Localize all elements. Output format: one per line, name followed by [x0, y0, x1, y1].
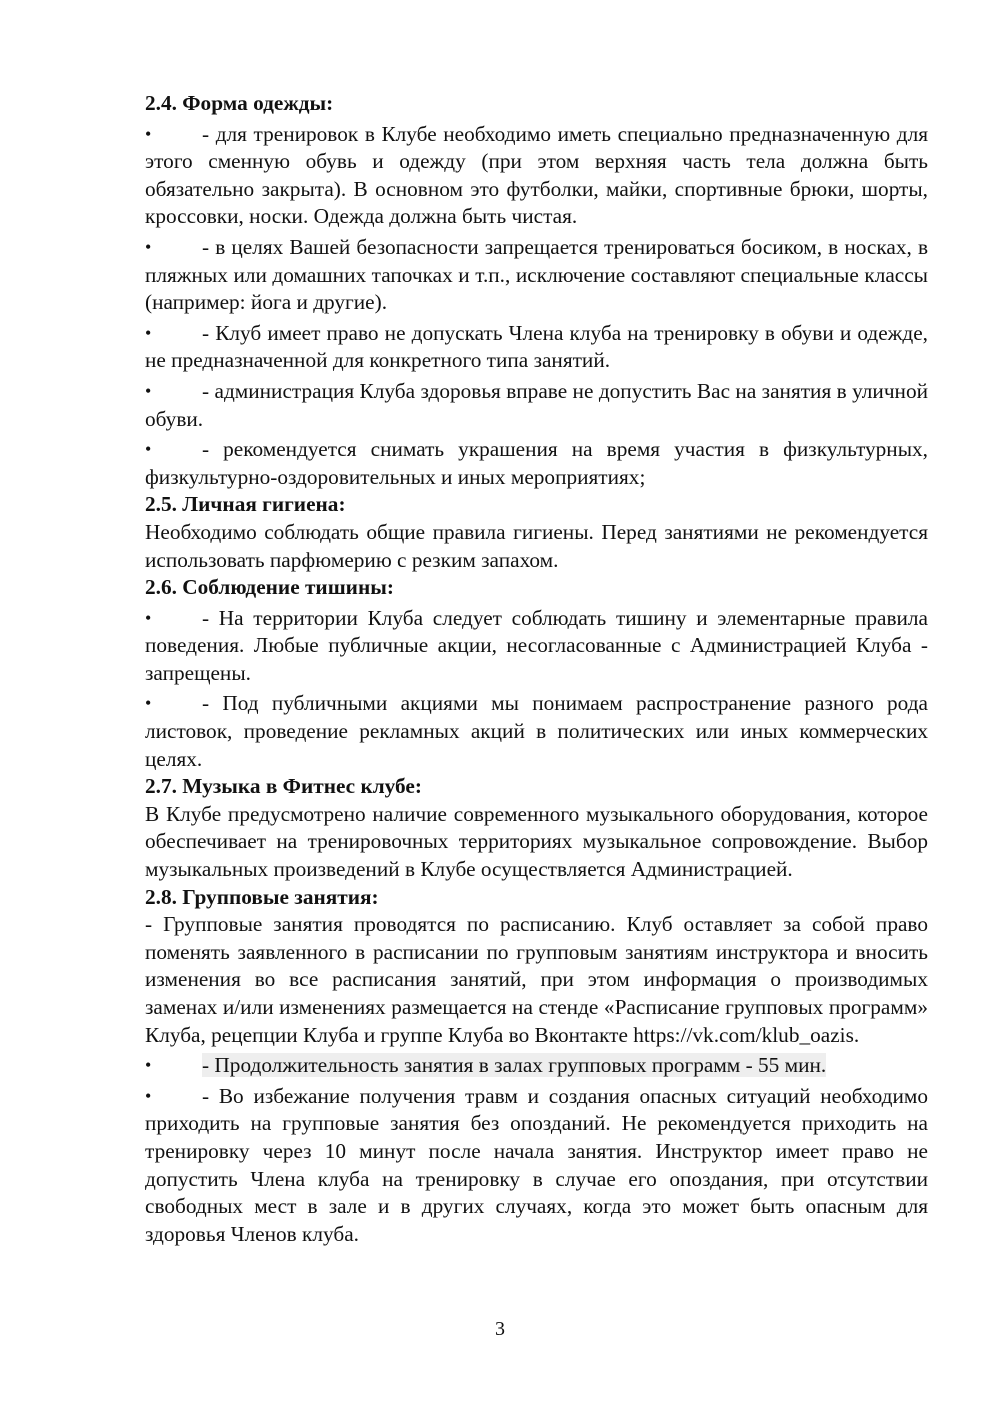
bullet-icon: •: [145, 322, 152, 343]
section: [145, 491, 928, 574]
bullet-icon: •: [145, 380, 152, 401]
bullet-item: [145, 690, 928, 773]
section: [145, 773, 928, 883]
section-heading: 2.5. Личная гигиена:: [145, 492, 346, 517]
bullet-icon: •: [145, 439, 152, 460]
bullet-icon: •: [145, 693, 152, 714]
section-heading: 2.6. Соблюдение тишины:: [145, 575, 394, 600]
bullet-text: - Клуб имеет право не допускать Члена клуба на тренировку в обуви и одежде, не предназначенной для конкретного типа занятий.: [145, 320, 928, 373]
page-number: 3: [495, 1318, 505, 1340]
paragraph: В Клубе предусмотрено наличие современного музыкального оборудования, которое обеспечивает на тренировочных территориях музыкальное сопровождение. Выбор музыкальных произведений в Клубе осуществляется Администрацией.: [145, 801, 928, 882]
bullet-text: - в целях Вашей безопасности запрещается тренироваться босиком, в носках, в пляжных или домашних тапочках и т.п., исключение составляют специальные классы (например: йога и другие).: [145, 234, 928, 315]
bullet-text: - для тренировок в Клубе необходимо иметь специально предназначенную для этого сменную обувь и одежду (при этом верхняя часть тела должна быть обязательно закрыта). В основном это футболки, майки, спортивные брюки, шорты, кроссовки, носки. Одежда должна быть чистая.: [145, 121, 928, 229]
bullet-item: [145, 1052, 928, 1080]
bullet-text: - Под публичными акциями мы понимаем распространение разного рода листовок, проведение рекламных акций в политических или иных коммерческих целях.: [145, 691, 928, 771]
bullet-icon: •: [145, 1085, 152, 1106]
bullet-item: [145, 436, 928, 491]
bullet-icon: •: [145, 1055, 152, 1076]
bullet-icon: •: [145, 123, 152, 144]
section-heading: 2.4. Форма одежды:: [145, 91, 334, 115]
bullet-item: [145, 378, 928, 433]
bullet-text: - На территории Клуба следует соблюдать тишину и элементарные правила поведения. Любые публичные акции, несогласованные с Администрацией Клуба - запрещены.: [145, 605, 928, 685]
bullet-text: - Продолжительность занятия в залах групповых программ - 55 мин.: [202, 1053, 827, 1078]
bullet-item: [145, 1083, 928, 1249]
bullet-item: [145, 605, 928, 688]
section: [145, 574, 928, 773]
bullet-icon: •: [145, 607, 152, 628]
bullet-item: [145, 121, 928, 231]
section-heading: 2.7. Музыка в Фитнес клубе:: [145, 774, 422, 799]
paragraph: - Групповые занятия проводятся по расписанию. Клуб оставляет за собой право поменять заявленного в расписании по групповым занятиям инструктора и вносить изменения во все расписания занятий, при этом информация о производимых заменах и/или изменениях размещается на стенде «Расписание групповых программ» Клуба, рецепции Клуба и группе Клуба во Вконтакте https://vk.com/klub_oazis.: [145, 912, 928, 1047]
bullet-text: - Во избежание получения травм и создания опасных ситуаций необходимо приходить на групповые занятия без опозданий. Не рекомендуется приходить на тренировку через 10 минут после начала занятия. Инструктор имеет право не допустить Члена клуба на тренировку в случае его опоздания, при отсутствии свободных мест в зале и в других случаях, когда это может быть опасным для здоровья Членов клуба.: [145, 1083, 928, 1246]
section: [145, 884, 928, 1249]
section: [145, 90, 928, 491]
document-page: [145, 90, 928, 1248]
paragraph: Необходимо соблюдать общие правила гигиены. Перед занятиями не рекомендуется использовать парфюмерию с резким запахом.: [145, 519, 928, 572]
bullet-text: - рекомендуется снимать украшения на время участия в физкультурных, физкультурно-оздоровительных и иных мероприятиях;: [145, 437, 928, 489]
bullet-icon: •: [145, 236, 152, 257]
bullet-item: [145, 320, 928, 375]
section-heading: 2.8. Групповые занятия:: [145, 884, 379, 909]
bullet-text: - администрация Клуба здоровья вправе не допустить Вас на занятия в уличной обуви.: [145, 378, 928, 431]
bullet-item: [145, 234, 928, 317]
